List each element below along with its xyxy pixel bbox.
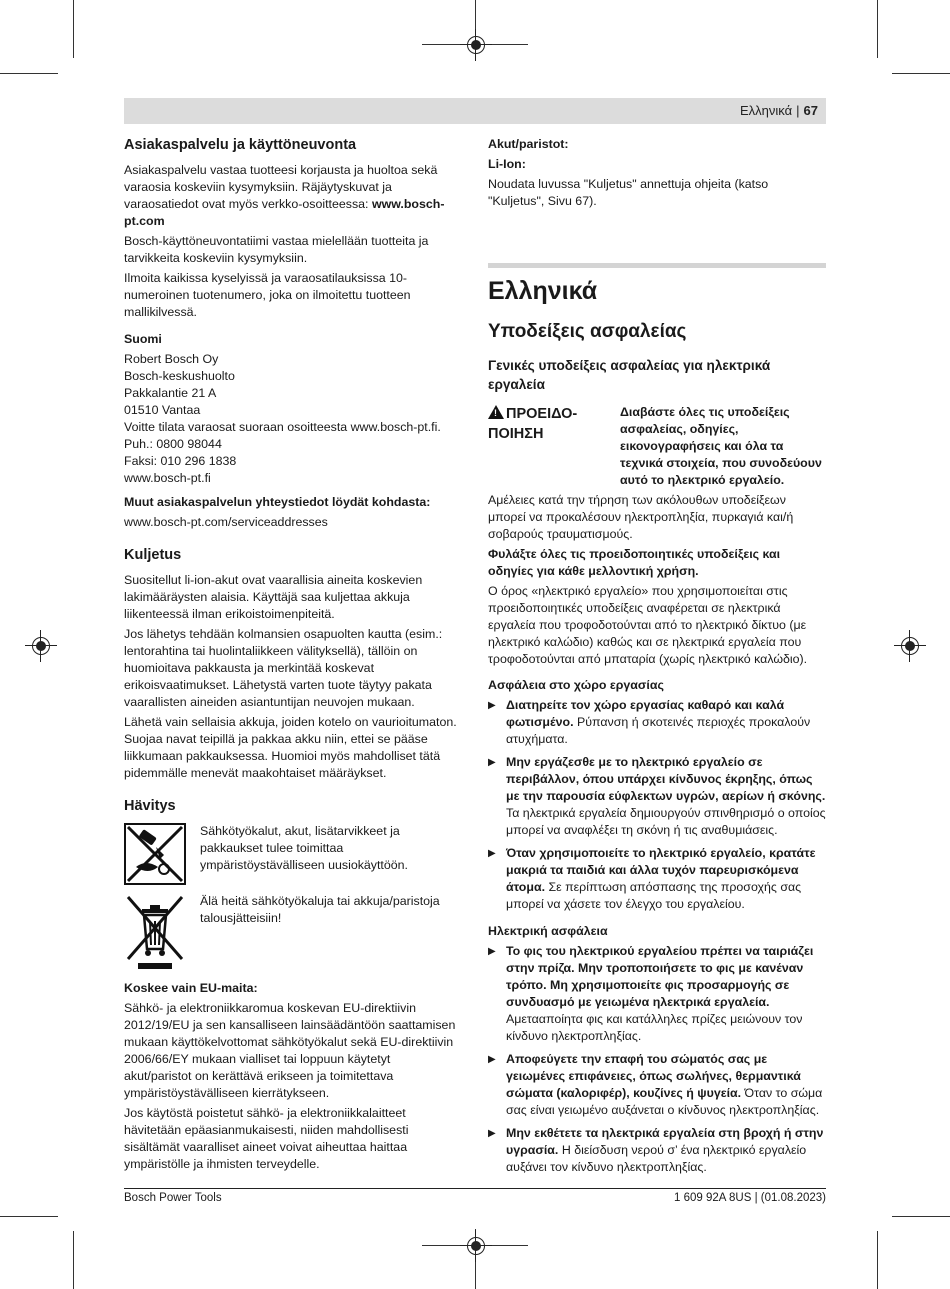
warning-block <box>488 404 826 543</box>
warning-consequence-text: Αμέλειες κατά την τήρηση των ακόλουθων υποδείξεων μπορεί να προκαλέσουν ηλεκτροπληξία, πυρκαγιά και/ή σοβαρούς τραυματισμούς. <box>488 493 794 541</box>
list-item <box>488 943 826 1045</box>
list-item <box>488 1125 826 1176</box>
electrical-safety-heading: Ηλεκτρική ασφάλεια <box>488 924 608 938</box>
list-item <box>488 1051 826 1119</box>
list-item-bold: Μην εκθέτετε τα ηλεκτρικά εργαλεία στη βροχή ή στην υγρασία. <box>506 1126 824 1157</box>
list-item <box>488 754 826 839</box>
fax-line: Faksi: 010 296 1838 <box>124 454 237 468</box>
eu-directive-paragraph: Sähkö- ja elektroniikkaromua koskevan EU-direktiivin 2012/19/EU ja sen kansalliseen lainsäädäntöön saattamisen mukaan käyttökelvottomat sähkötyökalut sekä EU-direktiivin 2006/66/EY mukaan vialliset tai loppuun käytetyt akut/paristot on kerättävä erikseen ja toimitettava ympäristöystävälliseen kierrätykseen. <box>124 1001 456 1100</box>
crop-mark <box>892 73 950 74</box>
list-item-text: Τα ηλεκτρικά εργαλεία δημιουργούν σπινθηρισμό ο οποίος μπορεί να αναφλέξει τη σκόνη ή τις αναθυμιάσεις. <box>506 806 826 837</box>
greek-language-title: Ελληνικά <box>488 277 598 305</box>
service-heading: Asiakaspalvelu ja käyttöneuvonta <box>124 137 357 153</box>
liion-heading: Li-Ion: <box>488 157 526 171</box>
service-link[interactable]: www.bosch-pt.com <box>124 197 445 228</box>
waste-warning-text: Älä heitä sähkötyökaluja tai akkuja/paristoja talousjätteisiin! <box>200 894 440 925</box>
website-line: www.bosch-pt.fi <box>124 471 211 485</box>
page-header-text <box>740 103 818 118</box>
waste-bin-row <box>124 893 458 973</box>
list-item-text: Η διείσδυση νερού σ’ ένα ηλεκτρικό εργαλείο αυξάνει τον κίνδυνο ηλεκτροπληξίας. <box>506 1143 807 1174</box>
list-item <box>488 697 826 748</box>
address-block <box>124 351 458 487</box>
registration-mark-icon <box>901 637 919 655</box>
general-safety-heading: Γενικές υποδείξεις ασφαλείας για ηλεκτρικά εργαλεία <box>488 358 771 392</box>
term-definition-text: Ο όρος «ηλεκτρικό εργαλείο» που χρησιμοποιείται στις προειδοποιητικές υποδείξεις αναφέρεται σε ηλεκτρικά εργαλεία που τροφοδοτούνται από το ηλεκτρικό δίκτυο (με ηλεκτρικό καλώδιο) καθώς και σε ηλεκτρικά εργαλεία που τροφοδοτούνται από μπαταρία (χωρίς ηλεκτρικό καλώδιο). <box>488 584 808 666</box>
recycling-text: Sähkötyökalut, akut, lisätarvikkeet ja pakkaukset tulee toimittaa ympäristöystävälliseen uusiokäyttöön. <box>200 824 408 872</box>
phone-line: Puh.: 0800 98044 <box>124 437 222 451</box>
electrical-safety-list <box>488 943 826 1176</box>
more-contacts-label: Muut asiakaspalvelun yhteystiedot löydät kohdasta: <box>124 495 431 509</box>
registration-mark-icon <box>467 1237 485 1255</box>
work-area-list <box>488 697 826 913</box>
warning-label <box>488 404 600 444</box>
warning-triangle-icon <box>488 405 504 419</box>
keep-instructions-text: Φυλάξτε όλες τις προειδοποιητικές υποδείξεις και οδηγίες για κάθε μελλοντική χρήση. <box>488 547 781 578</box>
warning-bold-text: Διαβάστε όλες τις υποδείξεις ασφαλείας, οδηγίες, εικονογραφήσεις και όλα τα τεχνικά στοιχεία, που συνοδεύουν αυτό το ηλεκτρικό εργαλείο. <box>620 405 822 487</box>
footer-rule <box>124 1188 826 1189</box>
eu-environment-paragraph: Jos käytöstä poistetut sähkö- ja elektroniikkalaitteet hävitetään epäasianmukaisesti, niiden mahdollisesti sisältämät vaaralliset aineet voivat aiheuttaa haittaa ympäristölle ja ihmisten terveydelle. <box>124 1106 409 1171</box>
address-line: Voitte tilata varaosat suoraan osoitteesta www.bosch-pt.fi. <box>124 420 441 434</box>
service-text: Asiakaspalvelu vastaa tuotteesi korjausta ja huoltoa sekä varaosia koskeviin kysymyksiin. Räjäytyskuvat ja varaosatiedot ovat myös verkko-osoitteessa: <box>124 163 438 211</box>
eu-heading: Koskee vain EU-maita: <box>124 981 258 995</box>
work-area-heading: Ασφάλεια στο χώρο εργασίας <box>488 678 664 692</box>
crossed-out-wheelie-bin-icon <box>124 893 186 971</box>
product-number-paragraph: Ilmoita kaikissa kyselyissä ja varaosatilauksissa 10-numeroinen tuotenumero, joka on ilmoitettu tuotteen mallikilvessä. <box>124 271 411 319</box>
service-addresses-url[interactable]: www.bosch-pt.com/serviceaddresses <box>124 515 328 529</box>
list-item-bold: Όταν χρησιμοποιείτε το ηλεκτρικό εργαλείο, κρατάτε μακριά τα παιδιά και άλλα τυχόν παρευρισκόμενα άτομα. <box>506 846 816 894</box>
transport-paragraph: Suositellut li-ion-akut ovat vaarallisia aineita koskevien lakimääräysten alaisia. Käyttäjä saa kuljettaa akkuja liikenteessä ilman erikoistoimenpiteitä. <box>124 573 423 621</box>
batteries-heading: Akut/paristot: <box>488 137 569 151</box>
footer-doc-number: 1 609 92A 8US | (01.08.2023) <box>674 1192 826 1204</box>
recycling-row <box>124 823 458 889</box>
warning-symbol: ! <box>494 408 497 418</box>
crop-mark <box>877 1231 878 1289</box>
crop-mark <box>0 73 58 74</box>
list-item-bold: Διατηρείτε τον χώρο εργασίας καθαρό και καλά φωτισμένο. <box>506 698 785 729</box>
safety-heading: Υποδείξεις ασφαλείας <box>488 321 687 342</box>
address-line: 01510 Vantaa <box>124 403 201 417</box>
left-column <box>124 136 458 1176</box>
header-language: Ελληνικά <box>739 103 793 118</box>
list-item-bold: Αποφεύγετε την επαφή του σώματός σας με γειωμένες επιφάνειες, όπως σωλήνες, θερμαντικά σώματα (καλοριφέρ), κουζίνες ή ψυγεία. <box>506 1052 801 1100</box>
page-number: 67 <box>803 103 818 118</box>
no-household-waste-tool-icon <box>124 823 186 885</box>
liion-text: Noudata luvussa "Kuljetus" annettuja ohjeita (katso "Kuljetus", Sivu 67). <box>488 177 769 208</box>
list-item-text: Αμετααποίητα φις και κατάλληλες πρίζες μειώνουν τον κίνδυνο ηλεκτροπληξίας. <box>506 1012 803 1043</box>
section-divider <box>488 263 826 268</box>
list-item-text: Σε περίπτωση απόσπασης της προσοχής σας μπορεί να χάσετε τον έλεγχο του εργαλείου. <box>506 880 802 911</box>
address-line: Pakkalantie 21 A <box>124 386 217 400</box>
transport-heading: Kuljetus <box>124 547 182 563</box>
registration-mark-icon <box>32 637 50 655</box>
crop-mark <box>73 0 74 58</box>
country-label: Suomi <box>124 332 162 346</box>
footer-publisher: Bosch Power Tools <box>124 1192 222 1204</box>
header-separator: | <box>796 103 800 118</box>
list-item-text: Όταν το σώμα σας είναι γειωμένο αυξάνεται ο κίνδυνος ηλεκτροπληξίας. <box>506 1086 823 1117</box>
right-column <box>488 136 826 1182</box>
crop-mark <box>0 1216 58 1217</box>
address-line: Robert Bosch Oy <box>124 352 219 366</box>
list-item-bold: Μην εργάζεσθε με το ηλεκτρικό εργαλείο σε περιβάλλον, όπου υπάρχει κίνδυνος έκρηξης, όπως με την παρουσία εύφλεκτων υγρών, αερίων ή σκόνης. <box>506 755 826 803</box>
crop-mark <box>73 1231 74 1289</box>
warning-word: ΠΡΟΕΙΔΟ-ΠΟΙΗΣΗ <box>488 406 578 442</box>
list-item-text: Ρύπανση ή σκοτεινές περιοχές προκαλούν ατυχήματα. <box>506 715 811 746</box>
page-header <box>124 98 826 124</box>
crop-mark <box>892 1216 950 1217</box>
list-item-bold: Το φις του ηλεκτρικού εργαλείου πρέπει να ταιριάζει στην πρίζα. Μην τροποποιήσετε το φις με κανέναν τρόπο. Μη χρησιμοποιείτε φις προσαρμογής σε συνδυασμό με γειωμένα ηλεκτρικά εργαλεία. <box>506 944 814 1009</box>
transport-paragraph: Jos lähetys tehdään kolmansien osapuolten kautta (esim.: lentorahtina tai huolintaliikkeen välityksellä), tällöin on huomioitava pakkausta ja merkintää koskevat erikoisvaatimukset. Lähetystä varten tuote täytyy pakata vaarallisten aineiden asiantuntijan neuvojen mukaan. <box>124 627 443 709</box>
disposal-heading: Hävitys <box>124 798 176 814</box>
advice-paragraph: Bosch-käyttöneuvontatiimi vastaa mielellään tuotteita ja tarvikkeita koskeviin kysymyksiin. <box>124 234 429 265</box>
list-item <box>488 845 826 913</box>
registration-mark-icon <box>467 36 485 54</box>
crop-mark <box>877 0 878 58</box>
service-paragraph <box>124 162 458 230</box>
transport-paragraph: Lähetä vain sellaisia akkuja, joiden kotelo on vaurioitumaton. Suojaa navat teipillä ja pakkaa akku niin, ettei se pääse liikkumaan pakkauksessa. Huomioi myös mahdolliset tätä pidemmälle menevät maakohtaiset määräykset. <box>124 715 457 780</box>
address-line: Bosch-keskushuolto <box>124 369 235 383</box>
